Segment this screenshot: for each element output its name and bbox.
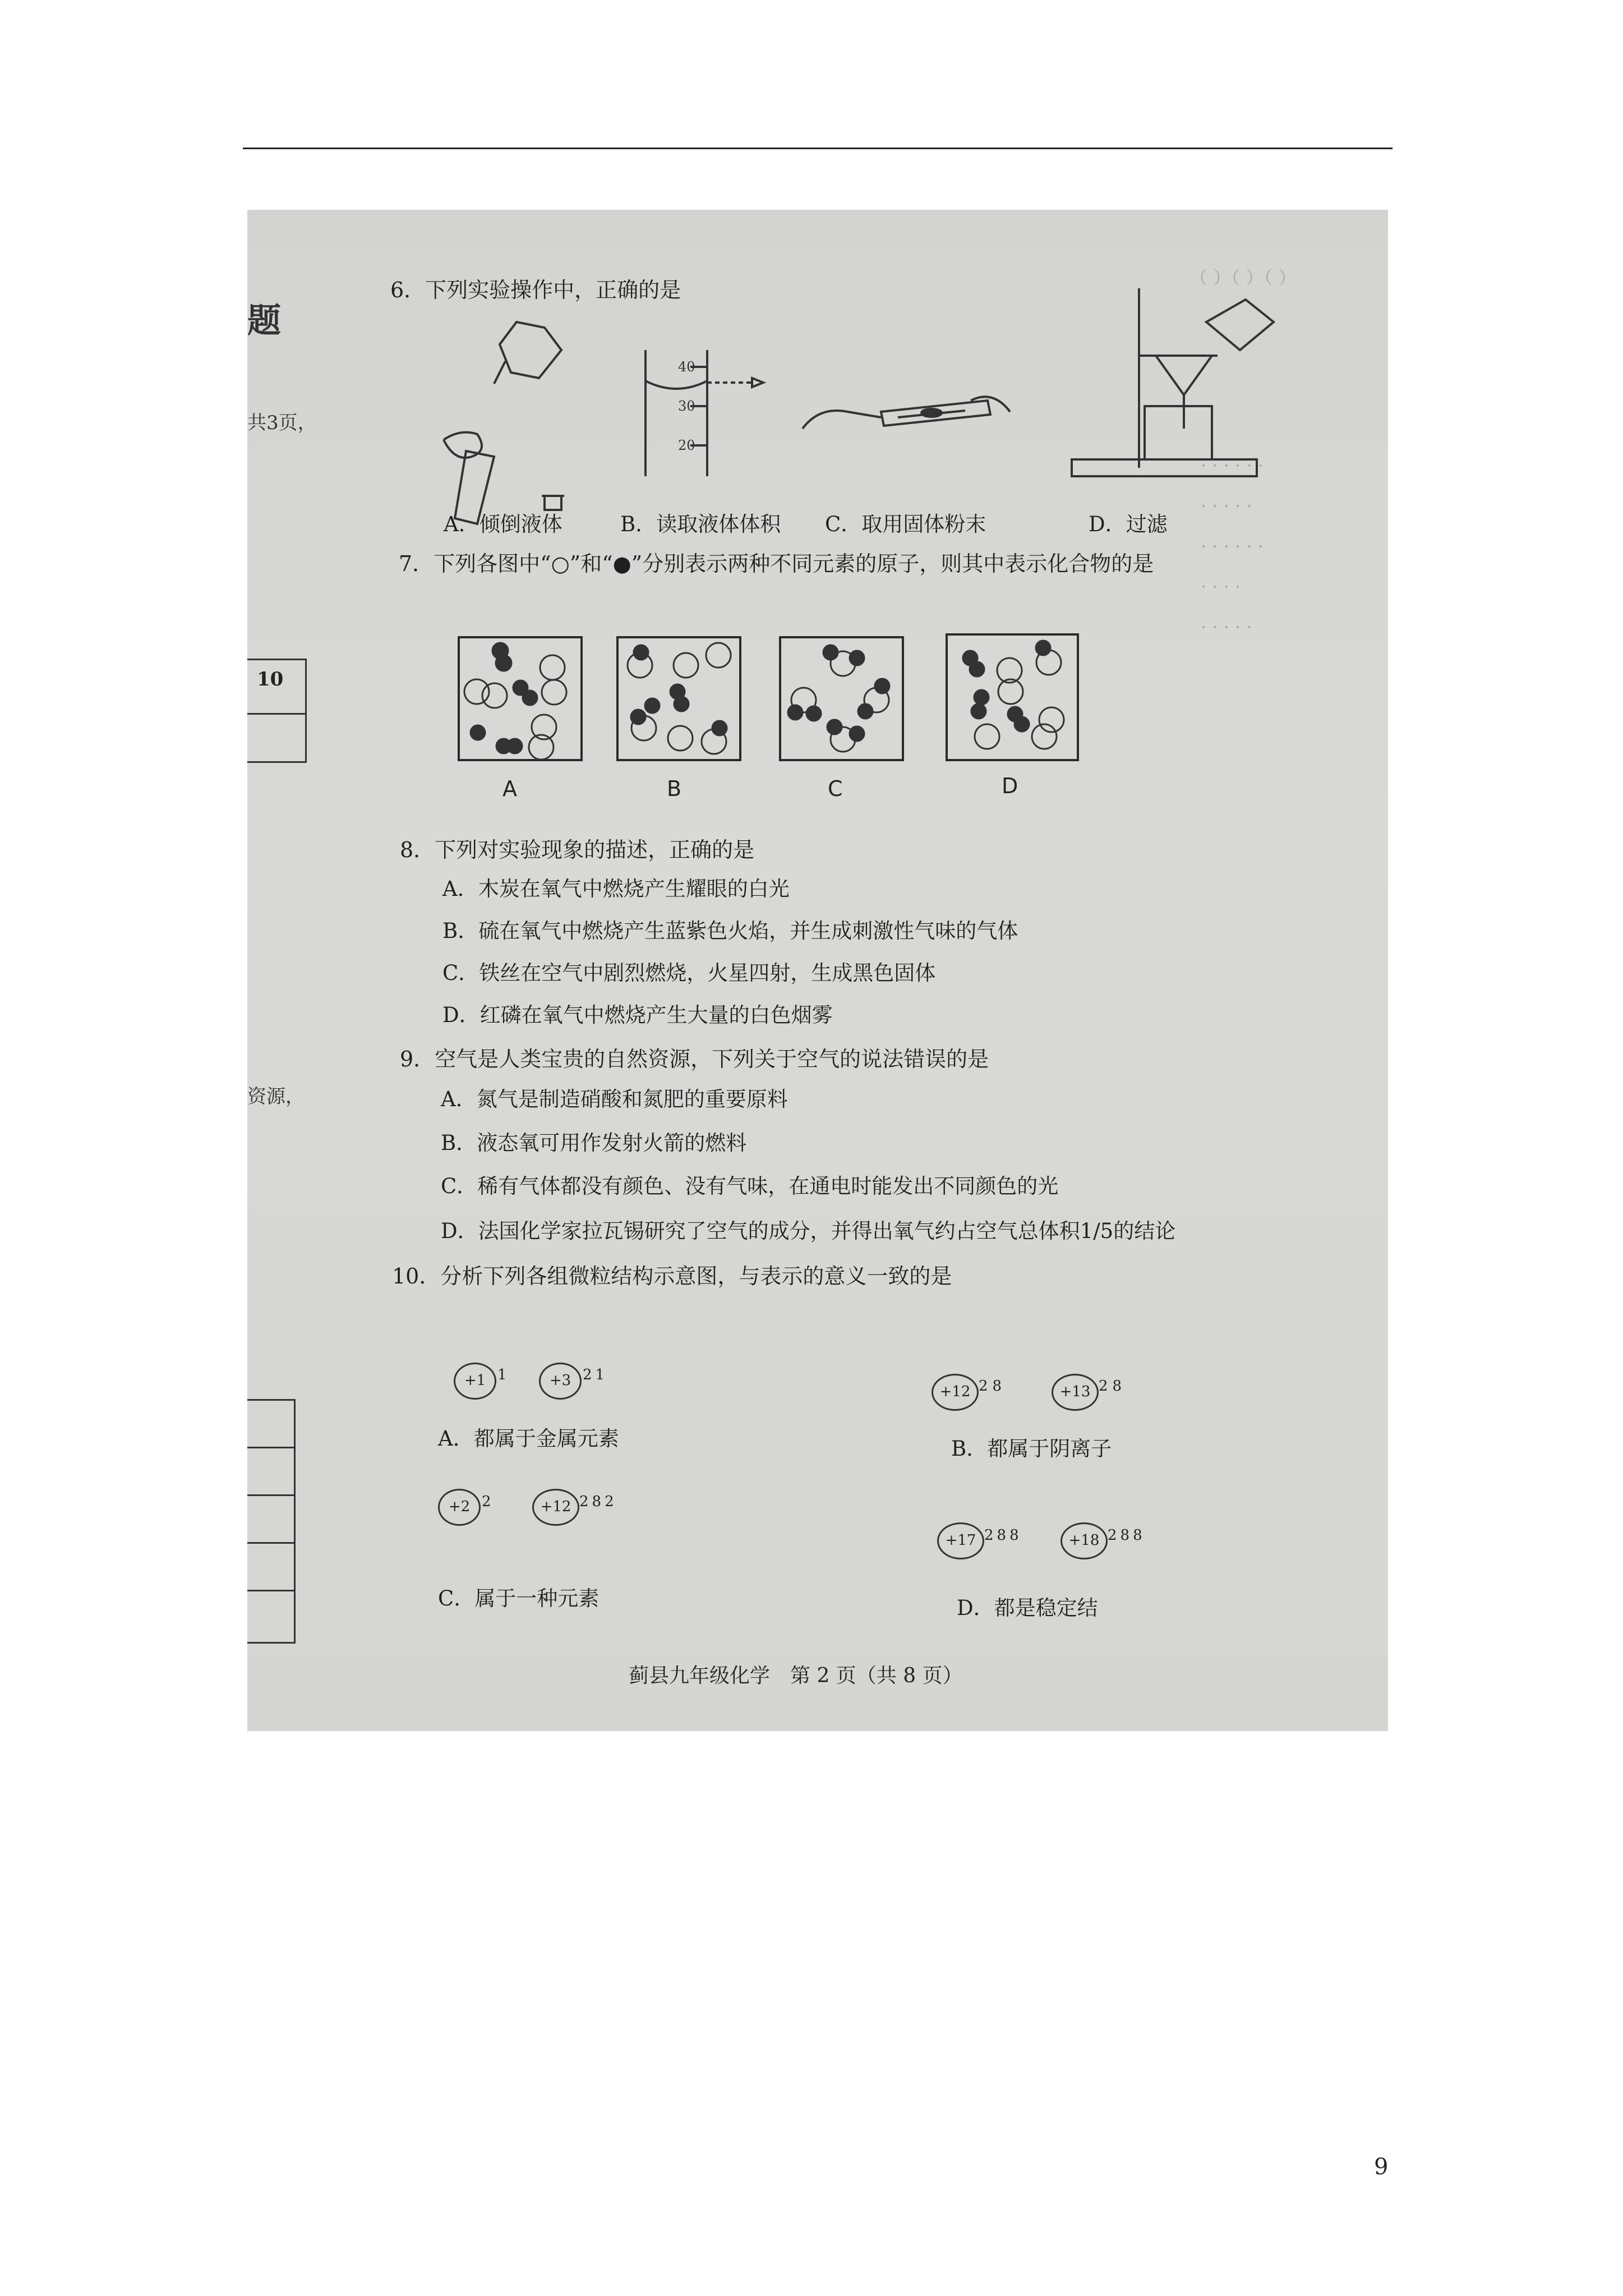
q7-box-c xyxy=(779,636,904,761)
cylinder-tick-40: 40 xyxy=(678,359,695,375)
solid-powder-illustration xyxy=(803,378,1010,468)
atom-b2-nucleus: +13 xyxy=(1052,1374,1099,1411)
q7-label-d: D xyxy=(1002,774,1018,798)
q10-option-b: B．都属于阴离子 xyxy=(951,1437,1112,1461)
cylinder-tick-30: 30 xyxy=(678,398,695,414)
scanned-exam-photo xyxy=(247,210,1388,1731)
margin-answer-table xyxy=(247,1399,296,1644)
q9-option-d: D．法国化学家拉瓦锡研究了空气的成分，并得出氧气约占空气总体积1/5的结论 xyxy=(441,1219,1176,1243)
atom-d1-shells: 288 xyxy=(984,1527,1022,1544)
atom-b2-shells: 28 xyxy=(1099,1378,1127,1395)
atom-a2-nucleus: +3 xyxy=(539,1363,582,1400)
atom-c2-shells: 282 xyxy=(579,1493,617,1510)
atom-c1-nucleus: +2 xyxy=(438,1489,481,1526)
bleed-through-text: （ ）（ ）（ ） xyxy=(1189,267,1297,288)
bleed-through-text-block: · · · · · · · · · · · · · · · · · · · · · · · · · · xyxy=(1201,455,1264,638)
q9-option-c: C．稀有气体都没有颜色、没有气味，在通电时能发出不同颜色的光 xyxy=(441,1174,1059,1198)
atom-b1-shells: 28 xyxy=(979,1378,1007,1395)
margin-title-fragment: 题 xyxy=(247,301,281,341)
q10-option-d: D．都是稳定结 xyxy=(957,1596,1098,1620)
pouring-liquid-illustration xyxy=(432,311,589,530)
q7-label-c: C xyxy=(828,776,843,801)
q6-option-d: D．过滤 xyxy=(1089,512,1168,536)
margin-score-table xyxy=(247,659,307,763)
atom-c1-shells: 2 xyxy=(482,1493,491,1510)
q6-option-a: A．倾倒液体 xyxy=(444,512,562,536)
q9-option-a: A．氮气是制造硝酸和氮肥的重要原料 xyxy=(441,1087,788,1111)
q7-box-a xyxy=(458,636,583,761)
atom-d1-nucleus: +17 xyxy=(937,1522,984,1559)
q6-option-b: B．读取液体体积 xyxy=(620,512,781,536)
q7-label-a: A xyxy=(502,776,517,801)
page-footer: 蓟县九年级化学 第 2 页（共 8 页） xyxy=(629,1664,963,1687)
page-number: 9 xyxy=(1374,2154,1389,2180)
q10-option-a: A．都属于金属元素 xyxy=(438,1427,619,1451)
atom-a1-nucleus: +1 xyxy=(454,1363,496,1400)
q10-option-c: C．属于一种元素 xyxy=(438,1586,600,1611)
q7-box-b xyxy=(616,636,741,761)
q7-box-d xyxy=(946,633,1079,761)
atom-d2-shells: 288 xyxy=(1108,1527,1146,1544)
atom-b1-nucleus: +12 xyxy=(932,1374,979,1411)
q7-stem: 7．下列各图中“○”和“●”分别表示两种不同元素的原子，则其中表示化合物的是 xyxy=(399,551,1154,576)
atom-c2-nucleus: +12 xyxy=(532,1489,579,1526)
header-rule xyxy=(243,148,1393,149)
cylinder-tick-20: 20 xyxy=(678,438,695,453)
q7-label-b: B xyxy=(667,776,682,801)
q8-option-c: C．铁丝在空气中剧烈燃烧，火星四射，生成黑色固体 xyxy=(442,961,936,985)
q9-option-b: B．液态氧可用作发射火箭的燃料 xyxy=(441,1131,747,1155)
atom-a1-shells: 1 xyxy=(497,1366,510,1383)
margin-score-cell: 10 xyxy=(247,660,305,715)
margin-resources-note: 资源， xyxy=(247,1085,305,1108)
atom-a2-shells: 21 xyxy=(583,1366,608,1383)
q10-stem: 10．分析下列各组微粒结构示意图，与表示的意义一致的是 xyxy=(392,1264,952,1289)
measuring-cylinder-illustration xyxy=(634,350,769,479)
q8-option-d: D．红磷在氧气中燃烧产生大量的白色烟雾 xyxy=(442,1003,833,1027)
q8-option-a: A．木炭在氧气中燃烧产生耀眼的白光 xyxy=(442,877,790,901)
margin-pages-note: 共3页， xyxy=(247,412,317,434)
q6-option-c: C．取用固体粉末 xyxy=(825,512,986,536)
q8-option-b: B．硫在氧气中燃烧产生蓝紫色火焰，并生成刺激性气味的气体 xyxy=(442,919,1018,943)
atom-d2-nucleus: +18 xyxy=(1061,1522,1108,1559)
q6-stem: 6．下列实验操作中，正确的是 xyxy=(390,278,681,302)
q8-stem: 8．下列对实验现象的描述，正确的是 xyxy=(400,838,755,862)
q9-stem: 9．空气是人类宝贵的自然资源，下列关于空气的说法错误的是 xyxy=(400,1047,989,1071)
filtration-illustration xyxy=(1061,288,1285,479)
